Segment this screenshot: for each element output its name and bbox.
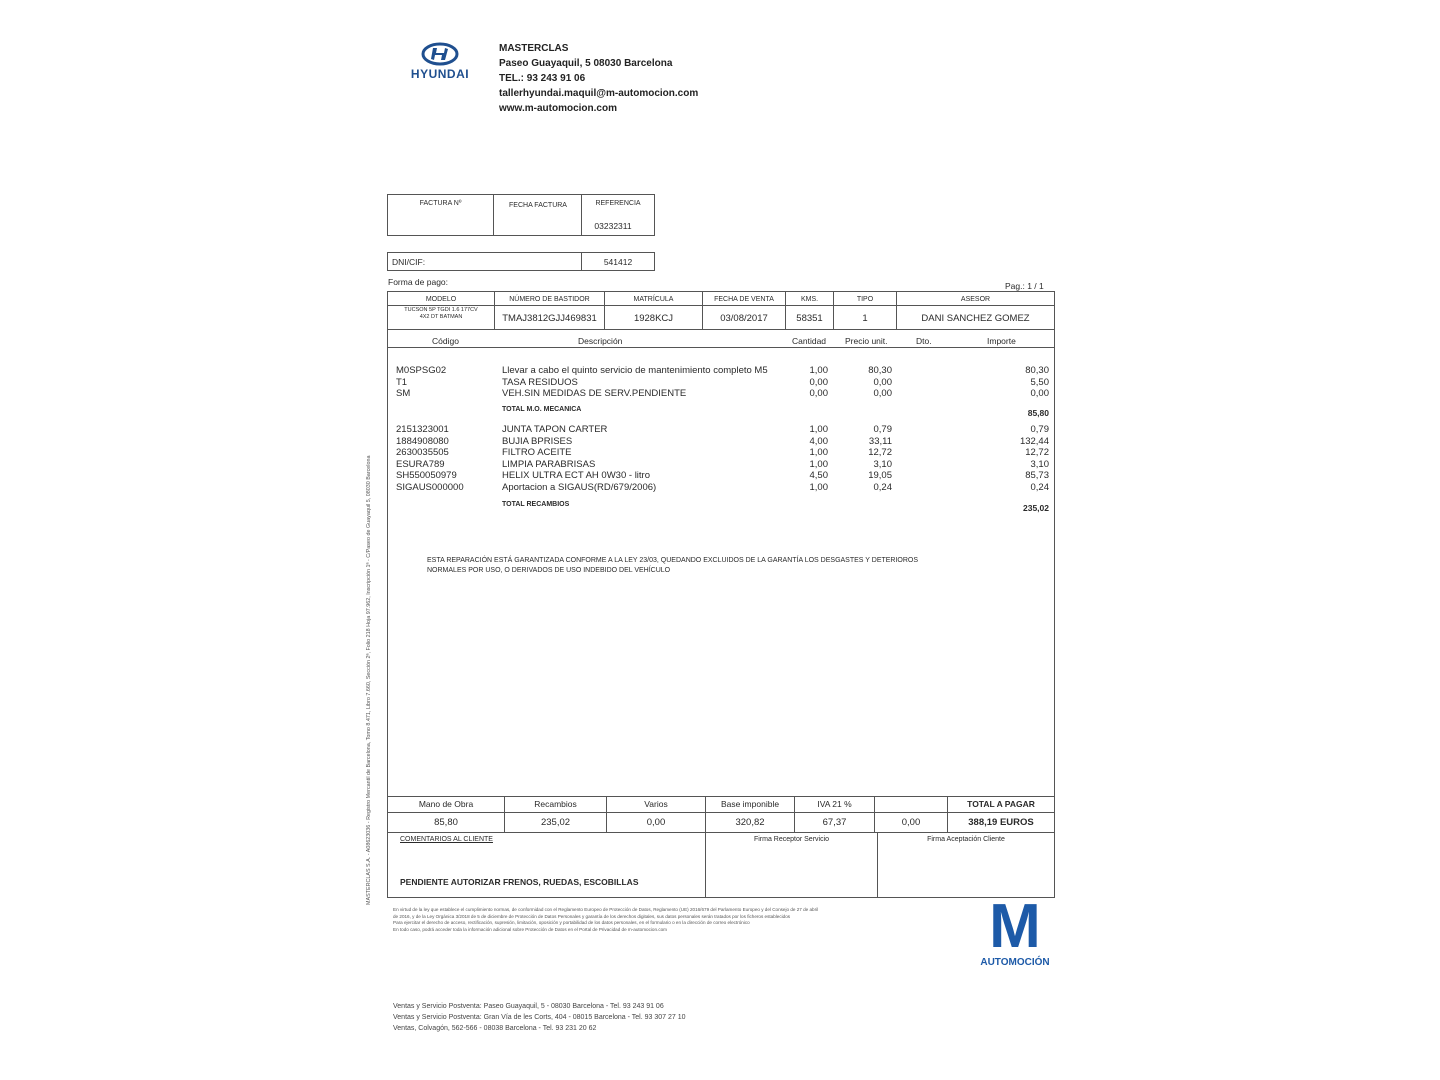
table-row-qty: 1,00: [809, 365, 828, 376]
col-dto: Dto.: [916, 336, 932, 346]
vehicle-asesor: DANI SANCHEZ GOMEZ: [921, 313, 1030, 324]
table-row-code: ESURA789: [396, 458, 445, 470]
footer-addresses: [393, 1001, 686, 1034]
table-row-amount: 3,10: [1030, 458, 1049, 470]
totals-header-varios: Varios: [644, 799, 668, 809]
page-number: Pag.: 1 / 1: [1005, 281, 1044, 291]
table-row-code: SIGAUS000000: [396, 481, 464, 493]
invoice-reference-box: [387, 194, 655, 236]
labor-total-value: 85,80: [1027, 408, 1049, 418]
dni-value: 541412: [603, 257, 633, 267]
header-bastidor: NÚMERO DE BASTIDOR: [509, 296, 590, 303]
table-row-desc: Llevar a cabo el quinto servicio de mantenimiento completo M5: [502, 365, 768, 376]
table-row-qty: 4,50: [809, 470, 828, 482]
m-logo-letter: M: [989, 892, 1041, 961]
col-descripcion: Descripción: [578, 336, 623, 346]
table-row-code: SH550050979: [396, 470, 457, 482]
totals-header-recambios: Recambios: [534, 799, 577, 809]
forma-pago-label: Forma de pago:: [388, 277, 449, 287]
table-row-price: 0,00: [873, 388, 892, 400]
table-row-qty: 1,00: [809, 458, 828, 470]
totals-base: 320,82: [735, 817, 765, 828]
table-row-qty: 0,00: [809, 376, 828, 388]
totals-total-a-pagar: 388,19 EUROS: [968, 817, 1034, 828]
col-importe: Importe: [987, 336, 1016, 346]
company-phone: TEL.: 93 243 91 06: [499, 73, 586, 84]
table-row-desc: LIMPIA PARABRISAS: [502, 458, 596, 470]
table-row-desc: BUJIA BPRISES: [502, 435, 573, 447]
table-row-qty: 4,00: [809, 435, 828, 447]
table-row-desc: Aportacion a SIGAUS(RD/679/2006): [502, 481, 657, 493]
table-row-amount: 132,44: [1019, 435, 1049, 447]
totals-header-mano-obra: Mano de Obra: [418, 799, 474, 809]
table-row-code: T1: [396, 376, 408, 388]
table-row-desc: FILTRO ACEITE: [502, 447, 572, 459]
table-row-amount: 12,72: [1025, 447, 1049, 459]
totals-header-total: TOTAL A PAGAR: [967, 799, 1035, 809]
vehicle-bastidor: TMAJ3812GJJ469831: [502, 313, 597, 324]
totals-recambios: 235,02: [540, 817, 571, 828]
m-automocion-logo: [972, 892, 1058, 972]
table-row-amount: 0,00: [1030, 388, 1049, 400]
vehicle-kms: 58351: [796, 313, 823, 324]
parts-total-value: 235,02: [1023, 503, 1049, 513]
totals-mano-obra: 85,80: [434, 817, 458, 828]
table-row-code: 1884908080: [396, 435, 449, 447]
firma-receptor-label: Firma Receptor Servicio: [753, 836, 830, 843]
company-web: www.m-automocion.com: [499, 103, 617, 114]
parts-total-label: TOTAL RECAMBIOS: [502, 501, 570, 508]
footer-line: Ventas, Colvagón, 562-566 - 08038 Barcelona - Tel. 93 231 20 62: [393, 1025, 597, 1032]
table-row-desc: VEH.SIN MEDIDAS DE SERV.PENDIENTE: [502, 388, 687, 400]
header-asesor: ASESOR: [960, 296, 991, 303]
col-codigo: Código: [432, 336, 459, 346]
table-row-amount: 0,79: [1030, 424, 1049, 435]
totals-extra: 0,00: [901, 817, 921, 828]
dni-label: DNI/CIF:: [392, 257, 426, 267]
table-row-price: 12,72: [868, 447, 892, 459]
guarantee-text: ESTA REPARACIÓN ESTÁ GARANTIZADA CONFORME A LA LEY 23/03, QUEDANDO EXCLUIDOS DE LA GARANTÍA LOS DESGASTES Y DETERIOROS NORMALES POR USO, O DERIVADOS DE USO INDEBIDO DEL VEHÍCULO: [427, 557, 919, 574]
table-row-desc: HELIX ULTRA ECT AH 0W30 - litro: [502, 470, 650, 482]
header-kms: KMS.: [800, 296, 819, 303]
company-info: [499, 41, 698, 116]
comments-label: COMENTARIOS AL CLIENTE: [400, 836, 493, 843]
vehicle-tipo: 1: [862, 313, 868, 324]
table-row-code: 2630035505: [396, 447, 449, 459]
table-row-qty: 1,00: [809, 447, 828, 459]
table-row-desc: TASA RESIDUOS: [502, 376, 578, 388]
table-row-price: 0,24: [873, 481, 892, 493]
table-row-price: 80,30: [868, 365, 892, 376]
footer-line: Ventas y Servicio Postventa: Gran Vía de les Corts, 404 - 08015 Barcelona - Tel. 93 307 27 10: [393, 1014, 686, 1021]
table-row-qty: 1,00: [809, 481, 828, 493]
referencia-label: REFERENCIA: [595, 200, 641, 207]
table-row-price: 3,10: [873, 458, 892, 470]
labor-total-label: TOTAL M.O. MECANICA: [502, 406, 582, 413]
totals-varios: 0,00: [646, 817, 666, 828]
table-row-amount: 80,30: [1025, 365, 1049, 376]
table-row-qty: 1,00: [809, 424, 828, 435]
table-row-code: M0SPSG02: [396, 365, 447, 376]
table-row-price: 33,11: [868, 435, 892, 447]
col-precio: Precio unit.: [845, 336, 888, 346]
registry-side-text: MASTERCLAS S.A. - A08623036 - Registro Mercantil de Barcelona, Tomo 8.471, Libro 7.660, Sección 2ª, Folio 218 Hoja 97.962, Inscripción 1ª - C/Paseo de Guayaquil 5, 08030 Barcelona: [366, 455, 372, 905]
header-modelo: MODELO: [425, 296, 457, 303]
totals-header-base: Base imponible: [720, 799, 780, 809]
table-row-price: 19,05: [868, 470, 892, 482]
table-row-amount: 85,73: [1025, 470, 1049, 482]
vehicle-modelo: TUCSON 5P TGDI 1.6 177CV 4X2 DT BATMAN: [404, 307, 478, 320]
header-fecha-venta: FECHA DE VENTA: [714, 296, 774, 303]
vehicle-fecha-venta: 03/08/2017: [720, 313, 768, 324]
hyundai-logo: [406, 42, 474, 82]
totals-header-iva: IVA 21 %: [817, 799, 852, 809]
firma-cliente-label: Firma Aceptación Cliente: [927, 836, 1005, 843]
vehicle-matricula: 1928KCJ: [633, 313, 674, 324]
fecha-factura-label: FECHA FACTURA: [509, 202, 567, 209]
table-row-code: 2151323001: [396, 424, 449, 435]
table-row-price: 0,00: [873, 376, 892, 388]
col-cantidad: Cantidad: [792, 336, 827, 346]
table-row-desc: JUNTA TAPON CARTER: [502, 424, 608, 435]
table-row-price: 0,79: [873, 424, 892, 435]
table-row-amount: 5,50: [1030, 376, 1049, 388]
header-tipo: TIPO: [856, 296, 874, 303]
factura-label: FACTURA Nº: [419, 200, 462, 207]
header-matricula: MATRÍCULA: [633, 296, 674, 303]
legal-notice: En virtud de la ley que establece el cumplimiento normas, de conformidad con el Reglamento Europeo de Protección de Datos, Reglamento (UE) 2016/679 del Parlamento Europeo y del Consejo de 27 de abril de 2016, y de la Ley Orgánica 3/2018 de 5 de diciembre de Protección de Datos Personales y garantía de los derechos digitales, sus datos personales serán tratados por los ficheros establecidos Para ejercitar el derecho de acceso, rectificación, supresión, limitación, oposición y portabilidad de los datos personales, en el formulario o en la dirección de correo electrónico En todo caso, podrá acceder toda la información adicional sobre Protección de Datos en el Portal de Privacidad de m-automocion.com: [393, 907, 819, 932]
totals-iva: 67,37: [822, 817, 847, 828]
dni-box: [387, 252, 655, 271]
m-logo-label: AUTOMOCIÓN: [980, 957, 1050, 968]
footer-line: Ventas y Servicio Postventa: Paseo Guayaquil, 5 - 08030 Barcelona - Tel. 93 243 91 06: [393, 1003, 664, 1010]
table-row-qty: 0,00: [809, 388, 828, 400]
table-row-code: SM: [396, 388, 411, 400]
referencia-value: 03232311: [594, 221, 632, 231]
company-name: MASTERCLAS: [499, 43, 569, 54]
comments-text: PENDIENTE AUTORIZAR FRENOS, RUEDAS, ESCOBILLAS: [400, 877, 639, 887]
table-row-amount: 0,24: [1030, 481, 1049, 493]
hyundai-wordmark: HYUNDAI: [410, 67, 470, 81]
hyundai-emblem-icon: [406, 42, 474, 68]
company-address: Paseo Guayaquil, 5 08030 Barcelona: [499, 58, 673, 69]
company-email: tallerhyundai.maquil@m-automocion.com: [499, 88, 699, 99]
